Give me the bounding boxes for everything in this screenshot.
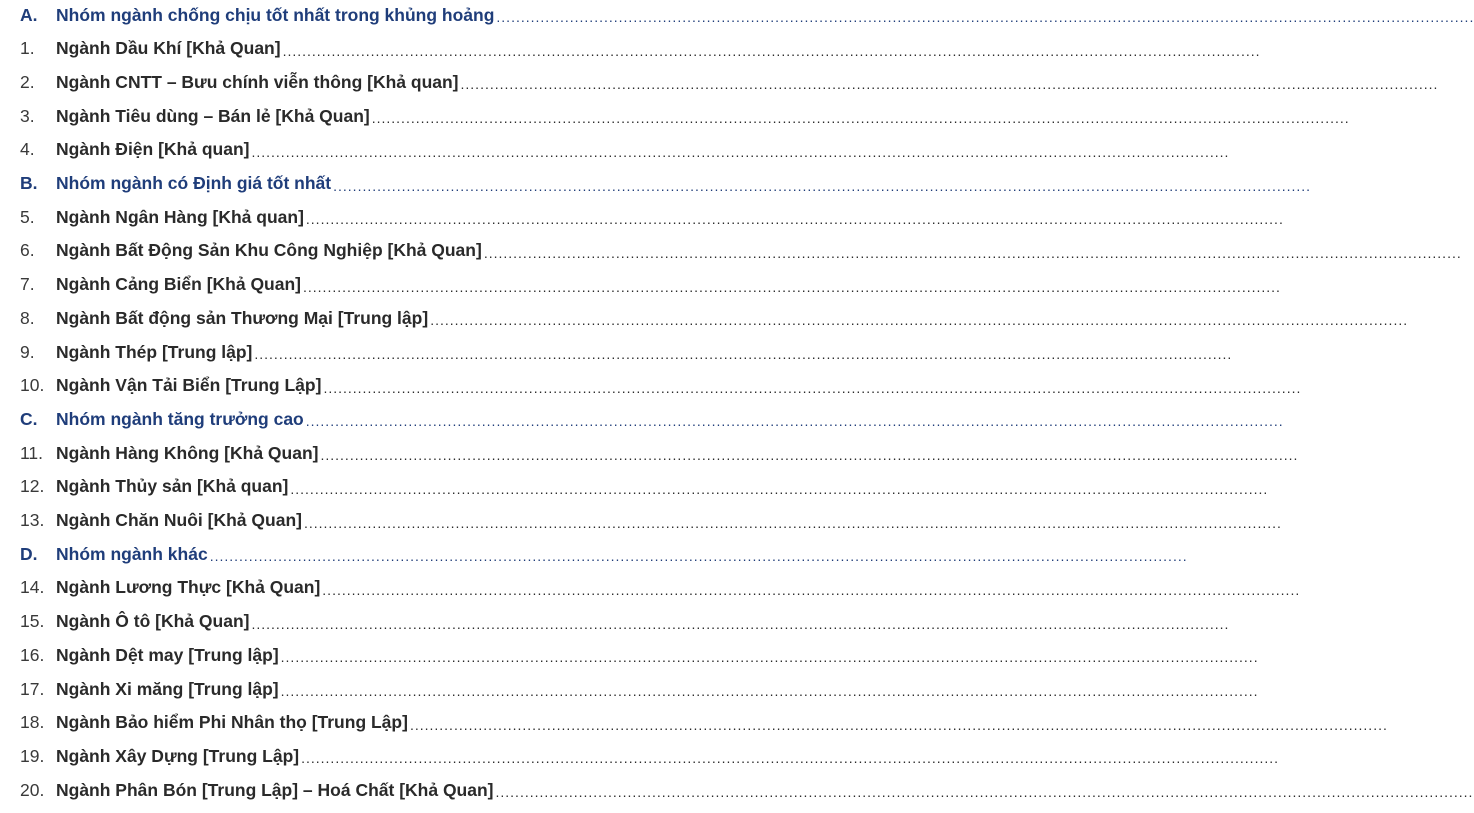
- toc-entry-title: Ngành Ô tô [Khả Quan]: [56, 611, 250, 632]
- toc-entry[interactable]: [0, 270, 1281, 300]
- toc-entry-title: Ngành Phân Bón [Trung Lập] – Hoá Chất [Khả Quan]: [56, 779, 494, 800]
- toc-entry[interactable]: [0, 135, 1230, 165]
- toc-entry-title: Ngành CNTT – Bưu chính viễn thông [Khả quan]: [56, 71, 459, 92]
- toc-entry-number: 18.: [20, 712, 45, 733]
- toc-entry-title: Ngành Xây Dựng [Trung Lập]: [56, 745, 300, 766]
- toc-entry-title: Ngành Thép [Trung lập]: [56, 341, 253, 362]
- toc-entry-number: 7.: [20, 274, 35, 295]
- dot-leader: ........................................................................................................................................................................................................: [495, 784, 1474, 801]
- toc-entry-number: 15.: [20, 611, 45, 632]
- dot-leader: ........................................................................................................................................................................................................: [496, 9, 1474, 25]
- toc-entry-title: Ngành Bất động sản Thương Mại [Trung lập]: [56, 307, 429, 328]
- dot-leader: ........................................................................................................................................................................................................: [322, 581, 1301, 598]
- toc-entry-number: 11.: [20, 442, 44, 463]
- toc-entry[interactable]: [0, 337, 1233, 367]
- toc-entry-number: 20.: [20, 779, 45, 800]
- toc-entry-title: Ngành Xi măng [Trung lập]: [56, 678, 279, 699]
- toc-entry-title: Ngành Tiêu dùng – Bán lẻ [Khả Quan]: [56, 105, 370, 126]
- toc-entry-number: 16.: [20, 644, 45, 665]
- toc-entry[interactable]: [0, 34, 1261, 64]
- toc-entry-title: Ngành Lương Thực [Khả Quan]: [56, 577, 321, 598]
- dot-leader: ........................................................................................................................................................................................................: [409, 716, 1388, 733]
- toc-entry[interactable]: [0, 741, 1280, 771]
- toc-entry[interactable]: [0, 640, 1259, 670]
- toc-section-title: Nhóm ngành tăng trưởng cao: [56, 408, 304, 429]
- toc-section-letter: A.: [20, 4, 38, 25]
- toc-entry-number: 5.: [20, 206, 35, 227]
- dot-leader: ........................................................................................................................................................................................................: [430, 312, 1409, 329]
- toc-entry[interactable]: [0, 67, 1439, 97]
- toc-entry[interactable]: [0, 708, 1388, 738]
- dot-leader: ........................................................................................................................................................................................................: [251, 143, 1230, 160]
- toc-entry[interactable]: [0, 607, 1230, 637]
- dot-leader: ........................................................................................................................................................................................................: [460, 76, 1439, 93]
- toc-entry-number: 9.: [20, 341, 35, 362]
- toc-entry-number: 4.: [20, 139, 35, 160]
- toc-entry-title: Ngành Ngân Hàng [Khả quan]: [56, 206, 304, 227]
- toc-entry-number: 19.: [20, 745, 45, 766]
- toc-section-heading[interactable]: [0, 404, 1284, 434]
- toc-section-heading[interactable]: [0, 539, 1188, 569]
- toc-entry-title: Ngành Dệt may [Trung lập]: [56, 644, 279, 665]
- toc-section-title: Nhóm ngành chống chịu tốt nhất trong khủng hoảng: [56, 4, 495, 25]
- toc-section-letter: D.: [20, 543, 38, 564]
- toc-entry-number: 14.: [20, 577, 45, 598]
- toc-entry[interactable]: [0, 236, 1462, 266]
- toc-entry[interactable]: [0, 775, 1474, 805]
- toc-entry-number: 3.: [20, 105, 35, 126]
- toc-entry-title: Ngành Vận Tải Biển [Trung Lập]: [56, 375, 322, 396]
- dot-leader: ........................................................................................................................................................................................................: [303, 278, 1281, 295]
- dot-leader: ........................................................................................................................................................................................................: [371, 110, 1350, 127]
- toc-entry[interactable]: [0, 371, 1302, 401]
- dot-leader: ........................................................................................................................................................................................................: [323, 379, 1302, 396]
- toc-entry-title: Ngành Hàng Không [Khả Quan]: [56, 442, 319, 463]
- dot-leader: ........................................................................................................................................................................................................: [254, 346, 1233, 362]
- toc-entry-number: 17.: [20, 678, 45, 699]
- dot-leader: ........................................................................................................................................................................................................: [301, 750, 1280, 767]
- toc-entry-number: 2.: [20, 71, 35, 92]
- toc-entry-title: Ngành Chăn Nuôi [Khả Quan]: [56, 510, 302, 530]
- toc-entry-title: Ngành Điện [Khả quan]: [56, 139, 250, 160]
- dot-leader: ........................................................................................................................................................................................................: [483, 244, 1462, 261]
- dot-leader: ........................................................................................................................................................................................................: [305, 211, 1284, 228]
- toc-entry-number: 6.: [20, 240, 35, 261]
- toc-entry[interactable]: [0, 506, 1282, 536]
- toc-entry-title: Ngành Thủy sản [Khả quan]: [56, 476, 289, 497]
- toc-entry[interactable]: [0, 438, 1299, 468]
- toc-entry[interactable]: [0, 202, 1284, 232]
- toc-section-title: Nhóm ngành khác: [56, 543, 208, 564]
- toc-entry-title: Ngành Bất Động Sản Khu Công Nghiệp [Khả Quan]: [56, 240, 482, 261]
- toc-entry-title: Ngành Dầu Khí [Khả Quan]: [56, 38, 281, 59]
- toc-entry-number: 8.: [20, 307, 35, 328]
- toc-entry[interactable]: [0, 303, 1409, 333]
- toc-entry-number: 1.: [20, 38, 35, 59]
- dot-leader: ........................................................................................................................................................................................................: [280, 649, 1259, 666]
- toc-section-letter: B.: [20, 173, 38, 193]
- dot-leader: ........................................................................................................................................................................................................: [251, 615, 1230, 632]
- toc-section-letter: C.: [20, 408, 38, 429]
- toc-entry[interactable]: [0, 674, 1259, 704]
- toc-section-title: Nhóm ngành có Định giá tốt nhất: [56, 173, 332, 193]
- dot-leader: ........................................................................................................................................................................................................: [282, 42, 1261, 59]
- dot-leader: ........................................................................................................................................................................................................: [320, 447, 1299, 464]
- dot-leader: ........................................................................................................................................................................................................: [333, 177, 1312, 194]
- toc-entry[interactable]: [0, 101, 1350, 131]
- toc-section-heading[interactable]: [0, 169, 1312, 199]
- toc-entry[interactable]: [0, 472, 1269, 502]
- toc-entry-number: 12.: [20, 476, 45, 497]
- dot-leader: ........................................................................................................................................................................................................: [209, 548, 1188, 565]
- dot-leader: ........................................................................................................................................................................................................: [290, 480, 1269, 497]
- toc-entry-number: 13.: [20, 510, 45, 530]
- toc-entry-title: Ngành Cảng Biển [Khả Quan]: [56, 274, 301, 295]
- toc-entry[interactable]: [0, 573, 1301, 603]
- dot-leader: ........................................................................................................................................................................................................: [305, 413, 1284, 430]
- toc-section-heading[interactable]: [0, 0, 1474, 30]
- toc-entry-number: 10.: [20, 375, 45, 396]
- dot-leader: ........................................................................................................................................................................................................: [303, 514, 1282, 531]
- toc-entry-title: Ngành Bảo hiểm Phi Nhân thọ [Trung Lập]: [56, 712, 408, 733]
- dot-leader: ........................................................................................................................................................................................................: [280, 683, 1259, 699]
